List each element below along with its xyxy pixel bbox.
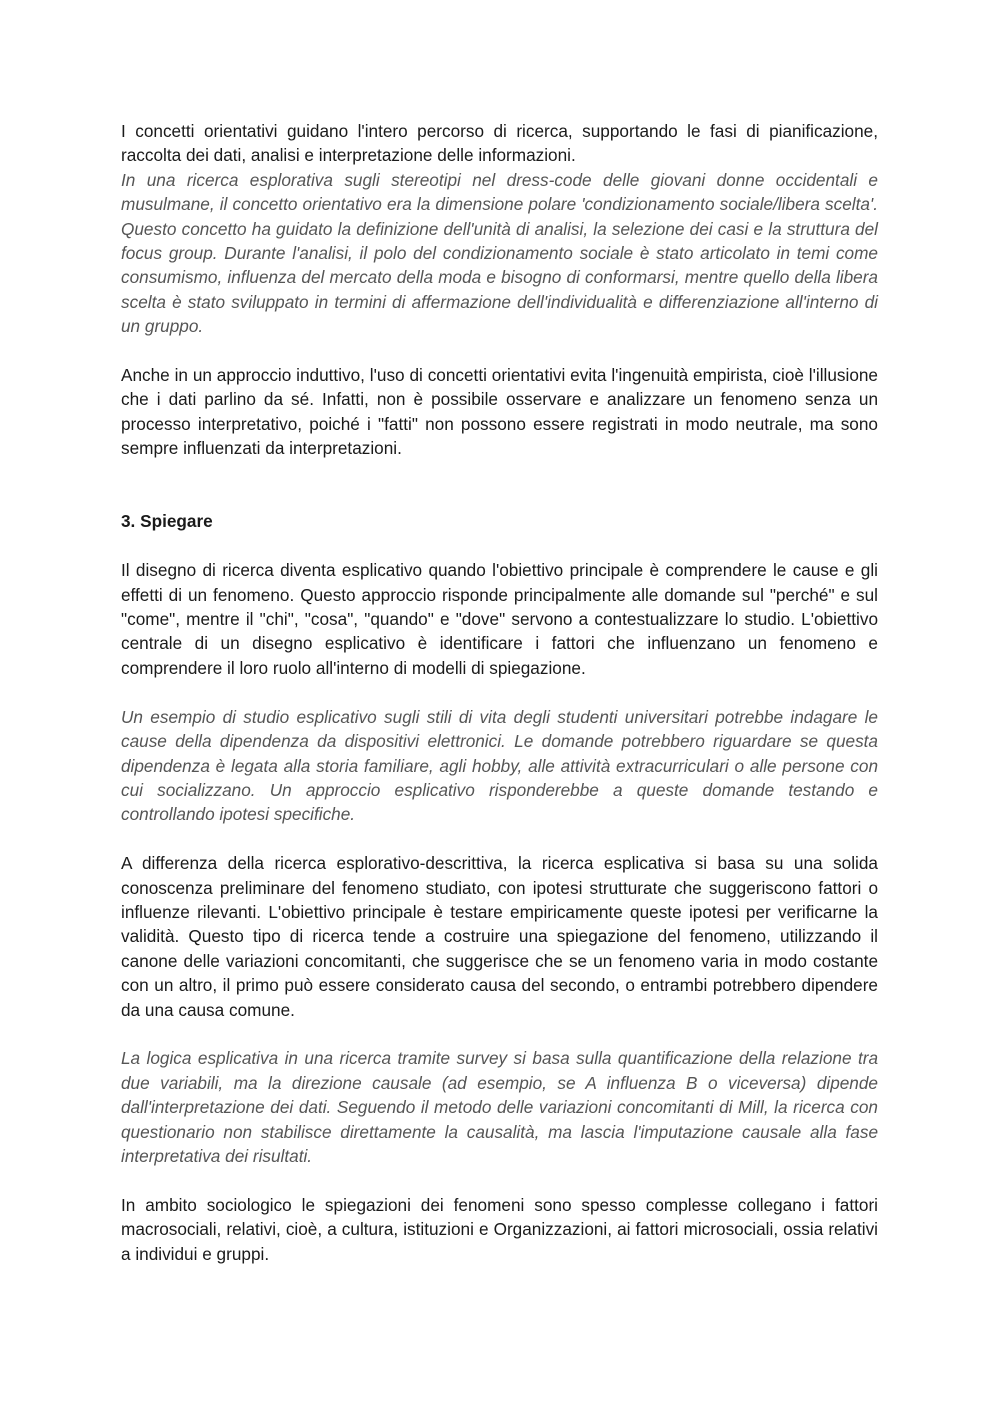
spacer: [121, 827, 878, 851]
spacer: [121, 339, 878, 363]
paragraph-sociological-explanations: In ambito sociologico le spiegazioni dei fenomeni sono spesso complesse collegano i fattori macrosociali, relativi, cioè, a cultura, istituzioni e Organizzazioni, ai fattori microsociali, ossia relativi a individui e gruppi.: [121, 1194, 878, 1264]
paragraph-inductive-approach: Anche in un approccio induttivo, l'uso di concetti orientativi evita l'ingenuità empirista, cioè l'illusione che i dati parlino da sé. Infatti, non è possibile osservare e analizzare un fenomeno senza un processo interpretativo, poiché i "fatti" non possono essere registrati in modo neutrale, ma sono sempre influenzati da interpretazioni.: [121, 365, 878, 459]
paragraph-explanatory-research: A differenza della ricerca esplorativo-descrittiva, la ricerca esplicativa si basa su una solida conoscenza preliminare del fenomeno studiato, con ipotesi strutturate che suggeriscono fattori o influenze rilevanti. L'obiettivo principale è testare empiricamente queste ipotesi per verificarne la validità. Questo tipo di ricerca tende a costruire una spiegazione del fenomeno, utilizzando il canone delle variazioni concomitanti, che suggerisce che se un fenomeno varia in modo costante con un altro, il primo può essere considerato causa del secondo, o entrambi potrebbero dipendere da una causa comune.: [121, 853, 878, 1020]
spacer: [121, 680, 878, 704]
example-students: Un esempio di studio esplicativo sugli stili di vita degli studenti universitari potrebbe indagare le cause della dipendenza da dispositivi elettronici. Le domande potrebbero riguardare se questa dipendenza è legata alla storia familiare, agli hobby, alle attività extracurriculari o alle persone con cui socializzano. Un approccio esplicativo risponderebbe a queste domande testando e controllando ipotesi specifiche.: [121, 706, 878, 825]
example-survey-logic: La logica esplicativa in una ricerca tramite survey si basa sulla quantificazione della relazione tra due variabili, ma la direzione causale (ad esempio, se A influenza B o viceversa) dipende dall'interpretazione dei dati. Seguendo il metodo delle variazioni concomitanti di Mill, la ricerca con questionario non stabilisce direttamente la causalità, ma lascia l'imputazione causale alla fase interpretativa dei risultati.: [121, 1048, 878, 1166]
example-dress-code: In una ricerca esplorativa sugli stereotipi nel dress-code delle giovani donne occidentali e musulmane, il concetto orientativo era la dimensione polare 'condizionamento sociale/libera scelta'. Questo concetto ha guidato la definizione dell'unità di analisi, la selezione dei casi e la struttura del focus group. Durante l'analisi, il polo del condizionamento sociale è stato articolato in temi come consumismo, influenza del mercato della moda e bisogno di conformarsi, mentre quello della libera scelta è stato sviluppato in termini di affermazione dell'individualità e differenziazione all'interno di un gruppo.: [121, 169, 878, 337]
document-page: [121, 119, 878, 1266]
paragraph-orienting-concepts: I concetti orientativi guidano l'intero percorso di ricerca, supportando le fasi di pianificazione, raccolta dei dati, analisi e interpretazione delle informazioni.: [121, 121, 878, 166]
section-heading: 3. Spiegare: [121, 511, 213, 532]
spacer: [121, 461, 878, 510]
spacer: [121, 1168, 878, 1192]
paragraph-explanatory-design: Il disegno di ricerca diventa esplicativo quando l'obiettivo principale è comprendere le cause e gli effetti di un fenomeno. Questo approccio risponde principalmente alle domande sul "perché" e sul "come", mentre il "chi", "cosa", "quando" e "dove" servono a contestualizzare lo studio. L'obiettivo centrale di un disegno esplicativo è identificare i fattori che influenzano un fenomeno e comprendere il loro ruolo all'interno di modelli di spiegazione.: [121, 560, 878, 678]
spacer: [121, 534, 878, 558]
spacer: [121, 1022, 878, 1046]
